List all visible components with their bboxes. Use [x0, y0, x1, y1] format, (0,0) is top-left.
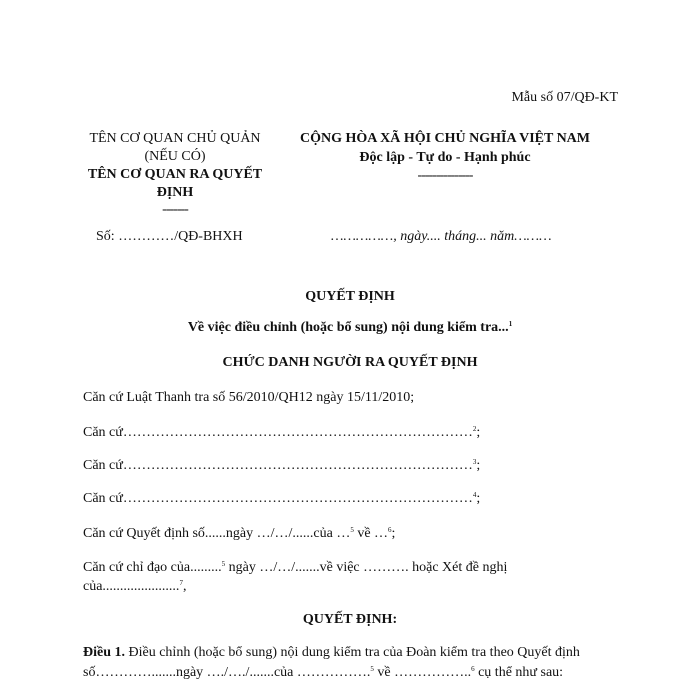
basis-4: Căn cứ…………………………………………………………………$^4$;: [83, 491, 481, 506]
basis-3: Căn cứ…………………………………………………………………$^3$;: [83, 458, 481, 473]
article-1-label: Điều 1.: [83, 645, 125, 660]
country-name: CỘNG HÒA XÃ HỘI CHỦ NGHĨA VIỆT NAM: [299, 131, 590, 146]
right-rule: ---------------: [417, 168, 473, 183]
left-rule: -------: [162, 202, 188, 217]
article-1: Điều 1. Điều chỉnh (hoặc bổ sung) nội dung kiểm tra của Đoàn kiểm tra theo Quyết định: [83, 645, 580, 660]
authority-title: CHỨC DANH NGƯỜI RA QUYẾT ĐỊNH: [222, 355, 478, 370]
basis-decision: Căn cứ Quyết định số......ngày …/…/......của …$^5$ về …$^6$;: [83, 526, 396, 541]
place-date: [331, 229, 552, 245]
basis-direction-cont: của......................$^7$,: [83, 579, 187, 594]
parent-agency-note: (NẾU CÓ): [144, 149, 206, 164]
place: ……………,: [331, 229, 397, 244]
form-code: Mẫu số 07/QĐ-KT: [511, 90, 618, 105]
footnote-1: 1: [508, 320, 513, 328]
date: ngày.... tháng... năm………: [400, 229, 552, 244]
basis-2: Căn cứ…………………………………………………………………$^2$;: [83, 425, 481, 440]
basis-direction: Căn cứ chỉ đạo của.........$^5$ ngày …/…/.......về việc ………. hoặc Xét đề nghị: [83, 560, 508, 575]
basis-law: Căn cứ Luật Thanh tra số 56/2010/QH12 ngày 15/11/2010;: [83, 390, 415, 405]
decide-title: QUYẾT ĐỊNH:: [302, 612, 398, 627]
article-1-cont: số………….......ngày …./…./.......của …………….$^5$ về ……………..$^6$ cụ thể như sau:: [83, 665, 564, 680]
number-label: Số:: [96, 229, 115, 244]
document-title: QUYẾT ĐỊNH: [305, 289, 395, 304]
motto: Độc lập - Tự do - Hạnh phúc: [359, 150, 531, 165]
parent-agency: TÊN CƠ QUAN CHỦ QUẢN: [89, 131, 261, 146]
number-value: …………/QĐ-BHXH: [118, 229, 243, 244]
issuing-agency: TÊN CƠ QUAN RA QUYẾT: [87, 167, 263, 182]
document-subject: Về việc điều chỉnh (hoặc bổ sung) nội dung kiểm tra...$^1$: [187, 320, 513, 335]
issuing-agency-cont: ĐỊNH: [156, 185, 194, 200]
decision-number: [96, 229, 243, 245]
